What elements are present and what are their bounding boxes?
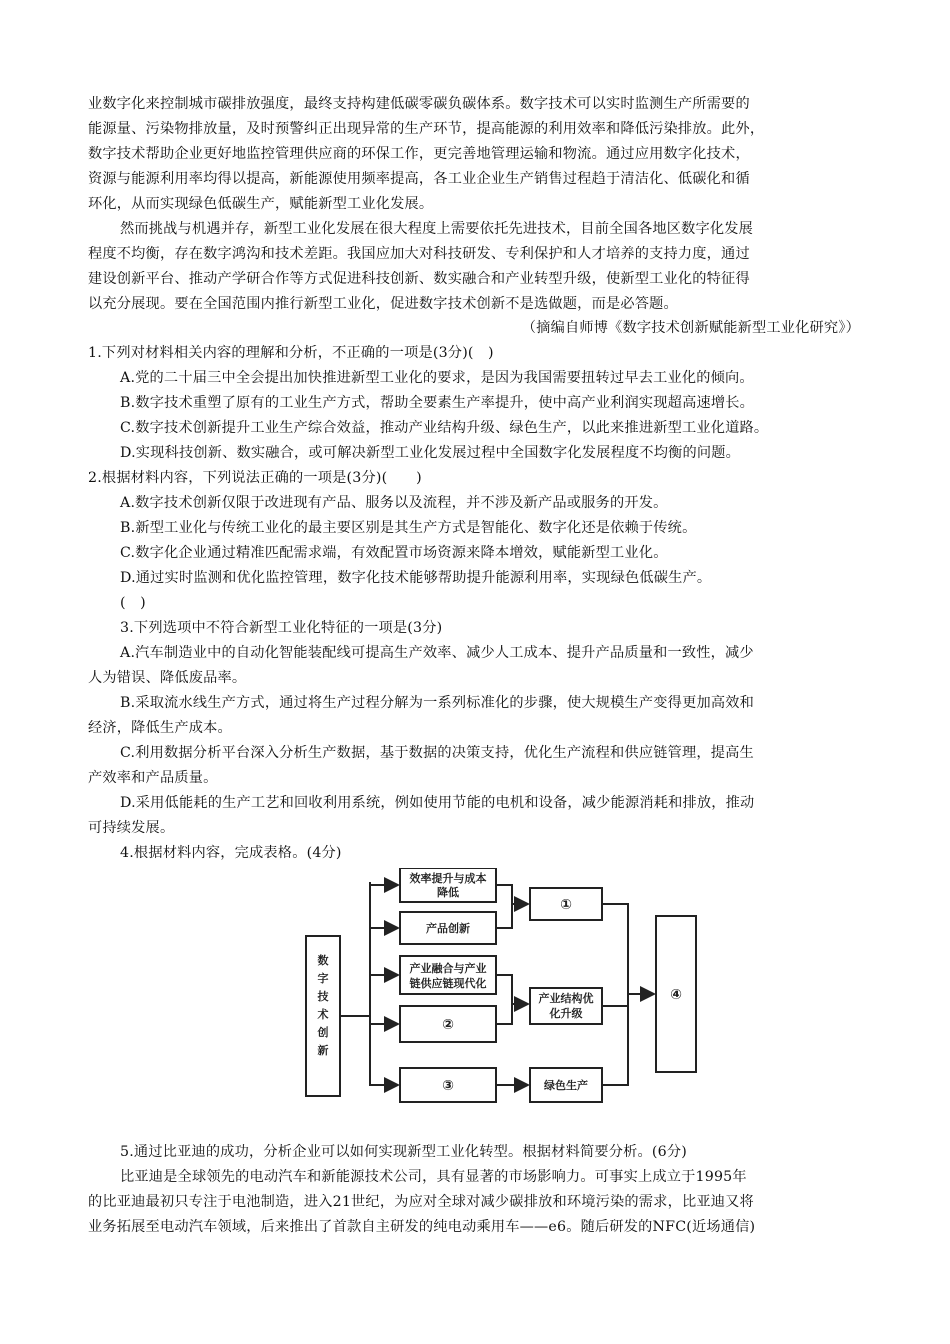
q5-passage-line: 比亚迪是全球领先的电动汽车和新能源技术公司，具有显著的市场影响力。可事实上成立于1995年 — [120, 1169, 747, 1185]
passage-line: 数字技术帮助企业更好地监控管理供应商的环保工作，更完善地管理运输和物流。通过应用数字化技术， — [88, 146, 750, 162]
q5-passage-line: 的比亚迪最初只专注于电池制造，进入21世纪，为应对全球对减少碳排放和环境污染的需求，比亚迪又将 — [88, 1194, 754, 1210]
q4-stem: 4.根据材料内容，完成表格。(4分) — [120, 845, 342, 861]
q1-option-a: A.党的二十届三中全会提出加快推进新型工业化的要求，是因为我国需要扭转过早去工业化的倾向。 — [120, 370, 754, 386]
digital-label-2: 字 — [317, 972, 329, 985]
product-innovation-label: 产品创新 — [426, 922, 470, 935]
blank-2-label: ② — [442, 1017, 454, 1033]
efficiency-label-2: 降低 — [437, 886, 459, 899]
q3-option-d: D.采用低能耗的生产工艺和回收利用系统，例如使用节能的电机和设备，减少能源消耗和排放，推动 — [120, 795, 755, 811]
fusion-label-2: 链供应链现代化 — [409, 977, 487, 990]
passage-line: 以充分展现。要在全国范围内推行新型工业化，促进数字技术创新不是选做题，而是必答题。 — [88, 296, 678, 312]
q3-option-a-cont: 人为错误、降低废品率。 — [88, 670, 247, 686]
q5-stem: 5.通过比亚迪的成功，分析企业可以如何实现新型工业化转型。根据材料简要分析。(6分) — [120, 1144, 687, 1160]
flow-diagram — [296, 868, 712, 1116]
q2-option-a: A.数字技术创新仅限于改进现有产品、服务以及流程，并不涉及新产品或服务的开发。 — [120, 495, 668, 511]
q2-answer-paren: ( ) — [120, 595, 146, 611]
q3-option-b: B.采取流水线生产方式，通过将生产过程分解为一系列标准化的步骤，使大规模生产变得更加高效和 — [120, 695, 755, 711]
structure-label-1: 产业结构优 — [538, 992, 594, 1005]
q3-option-b-cont: 经济，降低生产成本。 — [88, 720, 232, 736]
digital-label-1: 数 — [317, 954, 329, 967]
q1-stem: 1.下列对材料相关内容的理解和分析，不正确的一项是(3分)( ) — [88, 345, 494, 361]
fusion-label-1: 产业融合与产业 — [409, 962, 487, 975]
q1-option-d: D.实现科技创新、数实融合，或可解决新型工业化发展过程中全国数字化发展程度不均衡的问题。 — [120, 445, 741, 461]
q3-option-c: C.利用数据分析平台深入分析生产数据，基于数据的决策支持，优化生产流程和供应链管理，提高生 — [120, 745, 754, 761]
q2-option-c: C.数字化企业通过精准匹配需求端，有效配置市场资源来降本增效，赋能新型工业化。 — [120, 545, 668, 561]
passage-source: （摘编自师博《数字技术创新赋能新型工业化研究》） — [521, 320, 860, 336]
passage-line: 然而挑战与机遇并存，新型工业化发展在很大程度上需要依托先进技术，目前全国各地区数字化发展 — [120, 221, 754, 237]
structure-label-2: 化升级 — [549, 1007, 583, 1020]
passage-line: 能源量、污染物排放量，及时预警纠正出现异常的生产环节，提高能源的利用效率和降低污染排放。此外， — [88, 121, 765, 137]
q2-stem: 2.根据材料内容，下列说法正确的一项是(3分)( ) — [88, 470, 422, 486]
passage-line: 程度不均衡，存在数字鸿沟和技术差距。我国应加大对科技研发、专利保护和人才培养的支持力度，通过 — [88, 246, 750, 262]
q2-option-d: D.通过实时监测和优化监控管理，数字化技术能够帮助提升能源利用率，实现绿色低碳生产。 — [120, 570, 712, 586]
digital-label-4: 术 — [317, 1008, 329, 1021]
q3-stem: 3.下列选项中不符合新型工业化特征的一项是(3分) — [120, 620, 443, 636]
q1-option-b: B.数字技术重塑了原有的工业生产方式，帮助全要素生产率提升，使中高产业利润实现超高速增长。 — [120, 395, 755, 411]
blank-1-label: ① — [560, 897, 572, 913]
q3-option-c-cont: 产效率和产品质量。 — [88, 770, 218, 786]
passage-line: 资源与能源利用率均得以提高，新能源使用频率提高，各工业企业生产销售过程趋于清洁化、低碳化和循 — [88, 171, 750, 187]
passage-line: 业数字化来控制城市碳排放强度，最终支持构建低碳零碳负碳体系。数字技术可以实时监测生产所需要的 — [88, 96, 750, 112]
q3-option-a: A.汽车制造业中的自动化智能装配线可提高生产效率、减少人工成本、提升产品质量和一致性，减少 — [120, 645, 754, 661]
passage-line: 建设创新平台、推动产学研合作等方式促进科技创新、数实融合和产业转型升级，使新型工业化的特征得 — [88, 271, 750, 287]
efficiency-label-1: 效率提升与成本 — [409, 872, 487, 885]
digital-label-3: 技 — [317, 990, 329, 1003]
green-production-label: 绿色生产 — [544, 1079, 588, 1092]
q3-option-d-cont: 可持续发展。 — [88, 820, 175, 836]
q5-passage-line: 业务拓展至电动汽车领域，后来推出了首款自主研发的纯电动乘用车——e6。随后研发的NFC(近场通信) — [88, 1219, 756, 1235]
blank-4-label: ④ — [670, 987, 682, 1003]
q1-option-c: C.数字技术创新提升工业生产综合效益，推动产业结构升级、绿色生产，以此来推进新型工业化道路。 — [120, 420, 769, 436]
passage-line: 环化，从而实现绿色低碳生产，赋能新型工业化发展。 — [88, 196, 434, 212]
flow-diagram-svg — [296, 868, 712, 1116]
digital-label-6: 新 — [317, 1044, 329, 1057]
digital-label-5: 创 — [317, 1026, 329, 1039]
blank-3-label: ③ — [442, 1078, 454, 1094]
q2-option-b: B.新型工业化与传统工业化的最主要区别是其生产方式是智能化、数字化还是依赖于传统。 — [120, 520, 697, 536]
